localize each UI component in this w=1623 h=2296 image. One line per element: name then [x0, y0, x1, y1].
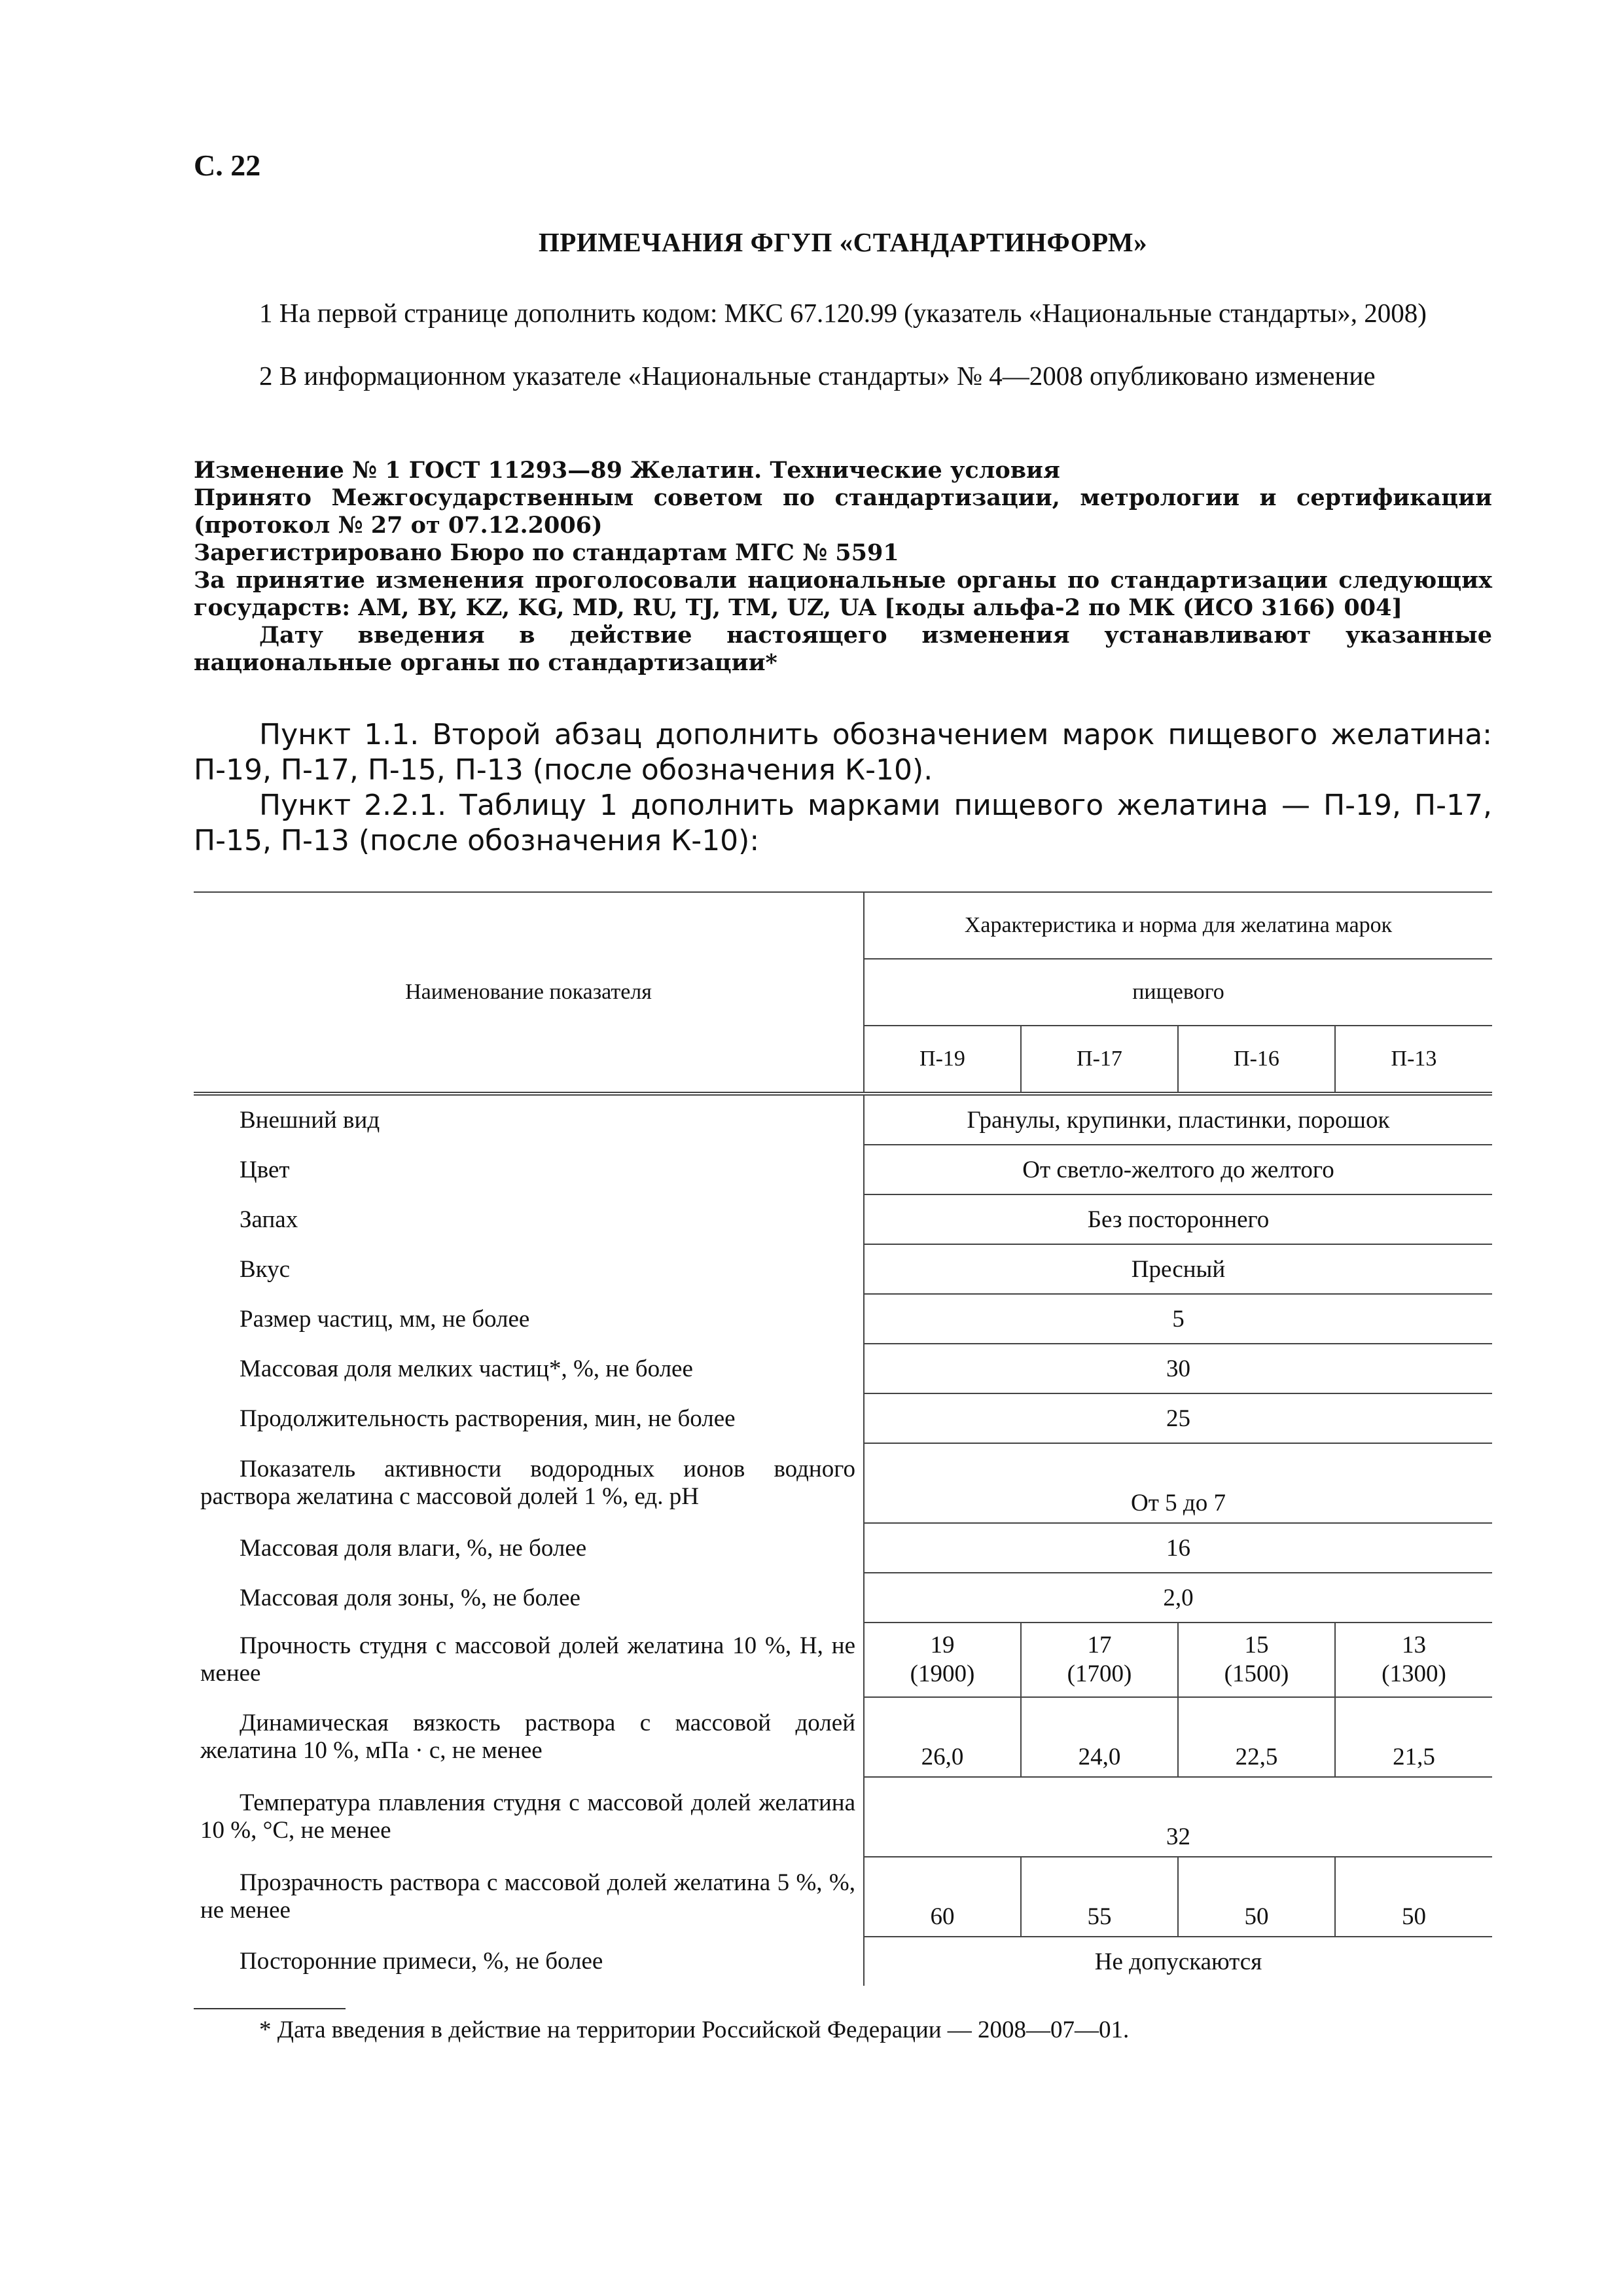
- row-value: 5: [864, 1294, 1492, 1344]
- row-name: Прочность студня с массовой долей желатина 10 %, Н, не менее: [194, 1623, 864, 1697]
- row-name: Вкус: [194, 1244, 864, 1294]
- table-row: [194, 1393, 1492, 1443]
- row-name: Динамическая вязкость раствора с массовой долей желатина 10 %, мПа · с, не менее: [194, 1697, 864, 1777]
- row-value: 55: [1021, 1857, 1178, 1937]
- row-name: Размер частиц, мм, не более: [194, 1294, 864, 1344]
- row-value: 13 (1300): [1335, 1623, 1492, 1697]
- table-row: [194, 1344, 1492, 1393]
- change-adopted: Принято Межгосударственным советом по стандартизации, метрологии и сертификации (протокол № 27 от 07.12.2006): [194, 484, 1492, 539]
- footnote-divider: [194, 2008, 346, 2009]
- clause-1-1: Пункт 1.1. Второй абзац дополнить обозначением марок пищевого желатина: П-19, П-17, П-15, П-13 (после обозначения К-10).: [194, 718, 1492, 787]
- footnote: * Дата введения в действие на территории Российской Федерации — 2008—07—01.: [259, 2017, 1130, 2043]
- row-name: Продолжительность растворения, мин, не более: [194, 1393, 864, 1443]
- row-value: 21,5: [1335, 1697, 1492, 1777]
- table-row: [194, 1937, 1492, 1986]
- row-value: От 5 до 7: [864, 1443, 1492, 1523]
- row-name: Температура плавления студня с массовой долей желатина 10 %, °С, не менее: [194, 1777, 864, 1857]
- row-value: 19 (1900): [864, 1623, 1021, 1697]
- change-voted: За принятие изменения проголосовали национальные органы по стандартизации следующих государств: AM, BY, KZ, KG, MD, RU, TJ, TM, UZ, UA [коды альфа-2 по МК (ИСО 3166) 004]: [194, 567, 1492, 621]
- grade-header: П-19: [864, 1026, 1021, 1094]
- grade-header: П-13: [1335, 1026, 1492, 1094]
- table-row: [194, 1194, 1492, 1244]
- grade-header: П-16: [1178, 1026, 1335, 1094]
- row-value: 15 (1500): [1178, 1623, 1335, 1697]
- row-value: 50: [1178, 1857, 1335, 1937]
- page-number: С. 22: [194, 149, 261, 182]
- row-name: Цвет: [194, 1145, 864, 1194]
- row-value: 2,0: [864, 1573, 1492, 1623]
- table-row: [194, 1523, 1492, 1573]
- row-name: Показатель активности водородных ионов водного раствора желатина с массовой долей 1 %, ед. pH: [194, 1443, 864, 1523]
- table-row: [194, 1857, 1492, 1937]
- row-name: Массовая доля влаги, %, не более: [194, 1523, 864, 1573]
- row-value: От светло-желтого до желтого: [864, 1145, 1492, 1194]
- grade-header: П-17: [1021, 1026, 1178, 1094]
- row-value: 30: [864, 1344, 1492, 1393]
- clause-2-2-1: Пункт 2.2.1. Таблицу 1 дополнить марками пищевого желатина — П-19, П-17, П-15, П-13 (после обозначения К-10):: [194, 789, 1492, 857]
- subgroup-header: пищевого: [864, 959, 1492, 1026]
- table-row: [194, 1094, 1492, 1145]
- row-value: 22,5: [1178, 1697, 1335, 1777]
- row-value: Пресный: [864, 1244, 1492, 1294]
- row-name: Запах: [194, 1194, 864, 1244]
- table-row: [194, 1443, 1492, 1523]
- table-row: [194, 1777, 1492, 1857]
- row-name: Массовая доля мелких частиц*, %, не более: [194, 1344, 864, 1393]
- row-value: 32: [864, 1777, 1492, 1857]
- change-block: [194, 457, 1492, 677]
- gelatin-spec-table: [194, 891, 1492, 1986]
- row-name: Массовая доля зоны, %, не более: [194, 1573, 864, 1623]
- row-value: 50: [1335, 1857, 1492, 1937]
- row-value: 26,0: [864, 1697, 1021, 1777]
- group-header: Характеристика и норма для желатина марок: [864, 892, 1492, 959]
- header-row-1: [194, 892, 1492, 959]
- row-value: 25: [864, 1393, 1492, 1443]
- row-value: Не допускаются: [864, 1937, 1492, 1986]
- table-row: [194, 1145, 1492, 1194]
- row-value: 16: [864, 1523, 1492, 1573]
- change-title: Изменение № 1 ГОСТ 11293—89 Желатин. Технические условия: [194, 457, 1060, 484]
- row-name: Прозрачность раствора с массовой долей желатина 5 %, %, не менее: [194, 1857, 864, 1937]
- row-value: 24,0: [1021, 1697, 1178, 1777]
- note-2: 2 В информационном указателе «Национальные стандарты» № 4—2008 опубликовано изменение: [259, 361, 1376, 391]
- row-name: Посторонние примеси, %, не более: [194, 1937, 864, 1986]
- table-row: [194, 1697, 1492, 1777]
- note-1: 1 На первой странице дополнить кодом: МКС 67.120.99 (указатель «Национальные стандарты», 2008): [259, 298, 1427, 328]
- table-row: [194, 1294, 1492, 1344]
- table-row: [194, 1623, 1492, 1697]
- row-value: Без постороннего: [864, 1194, 1492, 1244]
- col-name-header: Наименование показателя: [194, 892, 864, 1094]
- row-value: 60: [864, 1857, 1021, 1937]
- row-value: 17 (1700): [1021, 1623, 1178, 1697]
- table-row: [194, 1244, 1492, 1294]
- row-name: Внешний вид: [194, 1094, 864, 1145]
- notes-heading: ПРИМЕЧАНИЯ ФГУП «СТАНДАРТИНФОРМ»: [538, 227, 1148, 257]
- table-row: [194, 1573, 1492, 1623]
- change-registered: Зарегистрировано Бюро по стандартам МГС № 5591: [194, 539, 899, 566]
- row-value: Гранулы, крупинки, пластинки, порошок: [864, 1094, 1492, 1145]
- change-effective-date: Дату введения в действие настоящего изменения устанавливают указанные национальные органы по стандартизации*: [194, 622, 1492, 676]
